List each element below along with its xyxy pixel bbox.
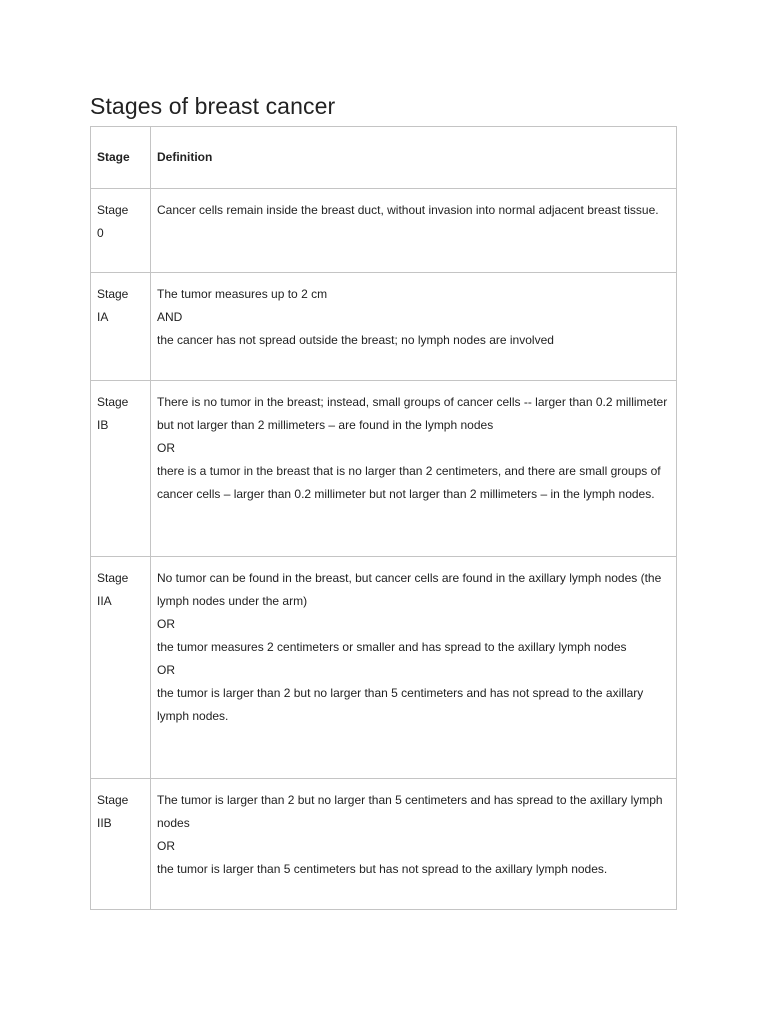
definition-text: the cancer has not spread outside the breast; no lymph nodes are involved [157, 333, 554, 347]
definition-text: Cancer cells remain inside the breast duct, without invasion into normal adjacent breast tissue. [157, 203, 659, 217]
conjunction-text: OR [157, 441, 175, 455]
stages-table [90, 126, 677, 910]
conjunction-text: OR [157, 663, 175, 677]
conjunction-text: AND [157, 310, 183, 324]
stage-cell [91, 189, 151, 273]
header-definition: Definition [151, 127, 677, 189]
stage-label: Stage 0 [97, 203, 129, 240]
definition-text: There is no tumor in the breast; instead, small groups of cancer cells -- larger than 0.2 millimeter but not larger than 2 millimeters – are found in the lymph nodes [157, 395, 668, 432]
definition-text: The tumor is larger than 2 but no larger than 5 centimeters and has spread to the axillary lymph nodes [157, 793, 663, 830]
definition-cell [151, 557, 677, 779]
stage-cell [91, 273, 151, 381]
header-stage: Stage [91, 127, 151, 189]
table-row [91, 381, 677, 557]
stage-cell [91, 557, 151, 779]
stage-label: Stage IA [97, 287, 129, 324]
stage-cell [91, 779, 151, 910]
definition-text: the tumor is larger than 2 but no larger than 5 centimeters and has not spread to the axillary lymph nodes. [157, 686, 644, 723]
table-row [91, 273, 677, 381]
definition-text: The tumor measures up to 2 cm [157, 287, 328, 301]
definition-text: the tumor is larger than 5 centimeters but has not spread to the axillary lymph nodes. [157, 862, 608, 876]
definition-text: No tumor can be found in the breast, but cancer cells are found in the axillary lymph nodes (the lymph nodes under the arm) [157, 571, 662, 608]
conjunction-text: OR [157, 617, 175, 631]
table-row [91, 557, 677, 779]
definition-cell [151, 381, 677, 557]
table-row [91, 189, 677, 273]
definition-text: the tumor measures 2 centimeters or smaller and has spread to the axillary lymph nodes [157, 640, 627, 654]
stage-label: Stage IIA [97, 571, 129, 608]
table-header-row [91, 127, 677, 189]
stage-label: Stage IB [97, 395, 129, 432]
page-title: Stages of breast cancer [90, 93, 336, 119]
definition-cell [151, 779, 677, 910]
definition-text: there is a tumor in the breast that is no larger than 2 centimeters, and there are small groups of cancer cells – larger than 0.2 millimeter but not larger than 2 millimeters – in the lymph nodes. [157, 464, 661, 501]
conjunction-text: OR [157, 839, 175, 853]
definition-cell [151, 189, 677, 273]
stage-label: Stage IIB [97, 793, 129, 830]
definition-cell [151, 273, 677, 381]
table-row [91, 779, 677, 910]
stage-cell [91, 381, 151, 557]
